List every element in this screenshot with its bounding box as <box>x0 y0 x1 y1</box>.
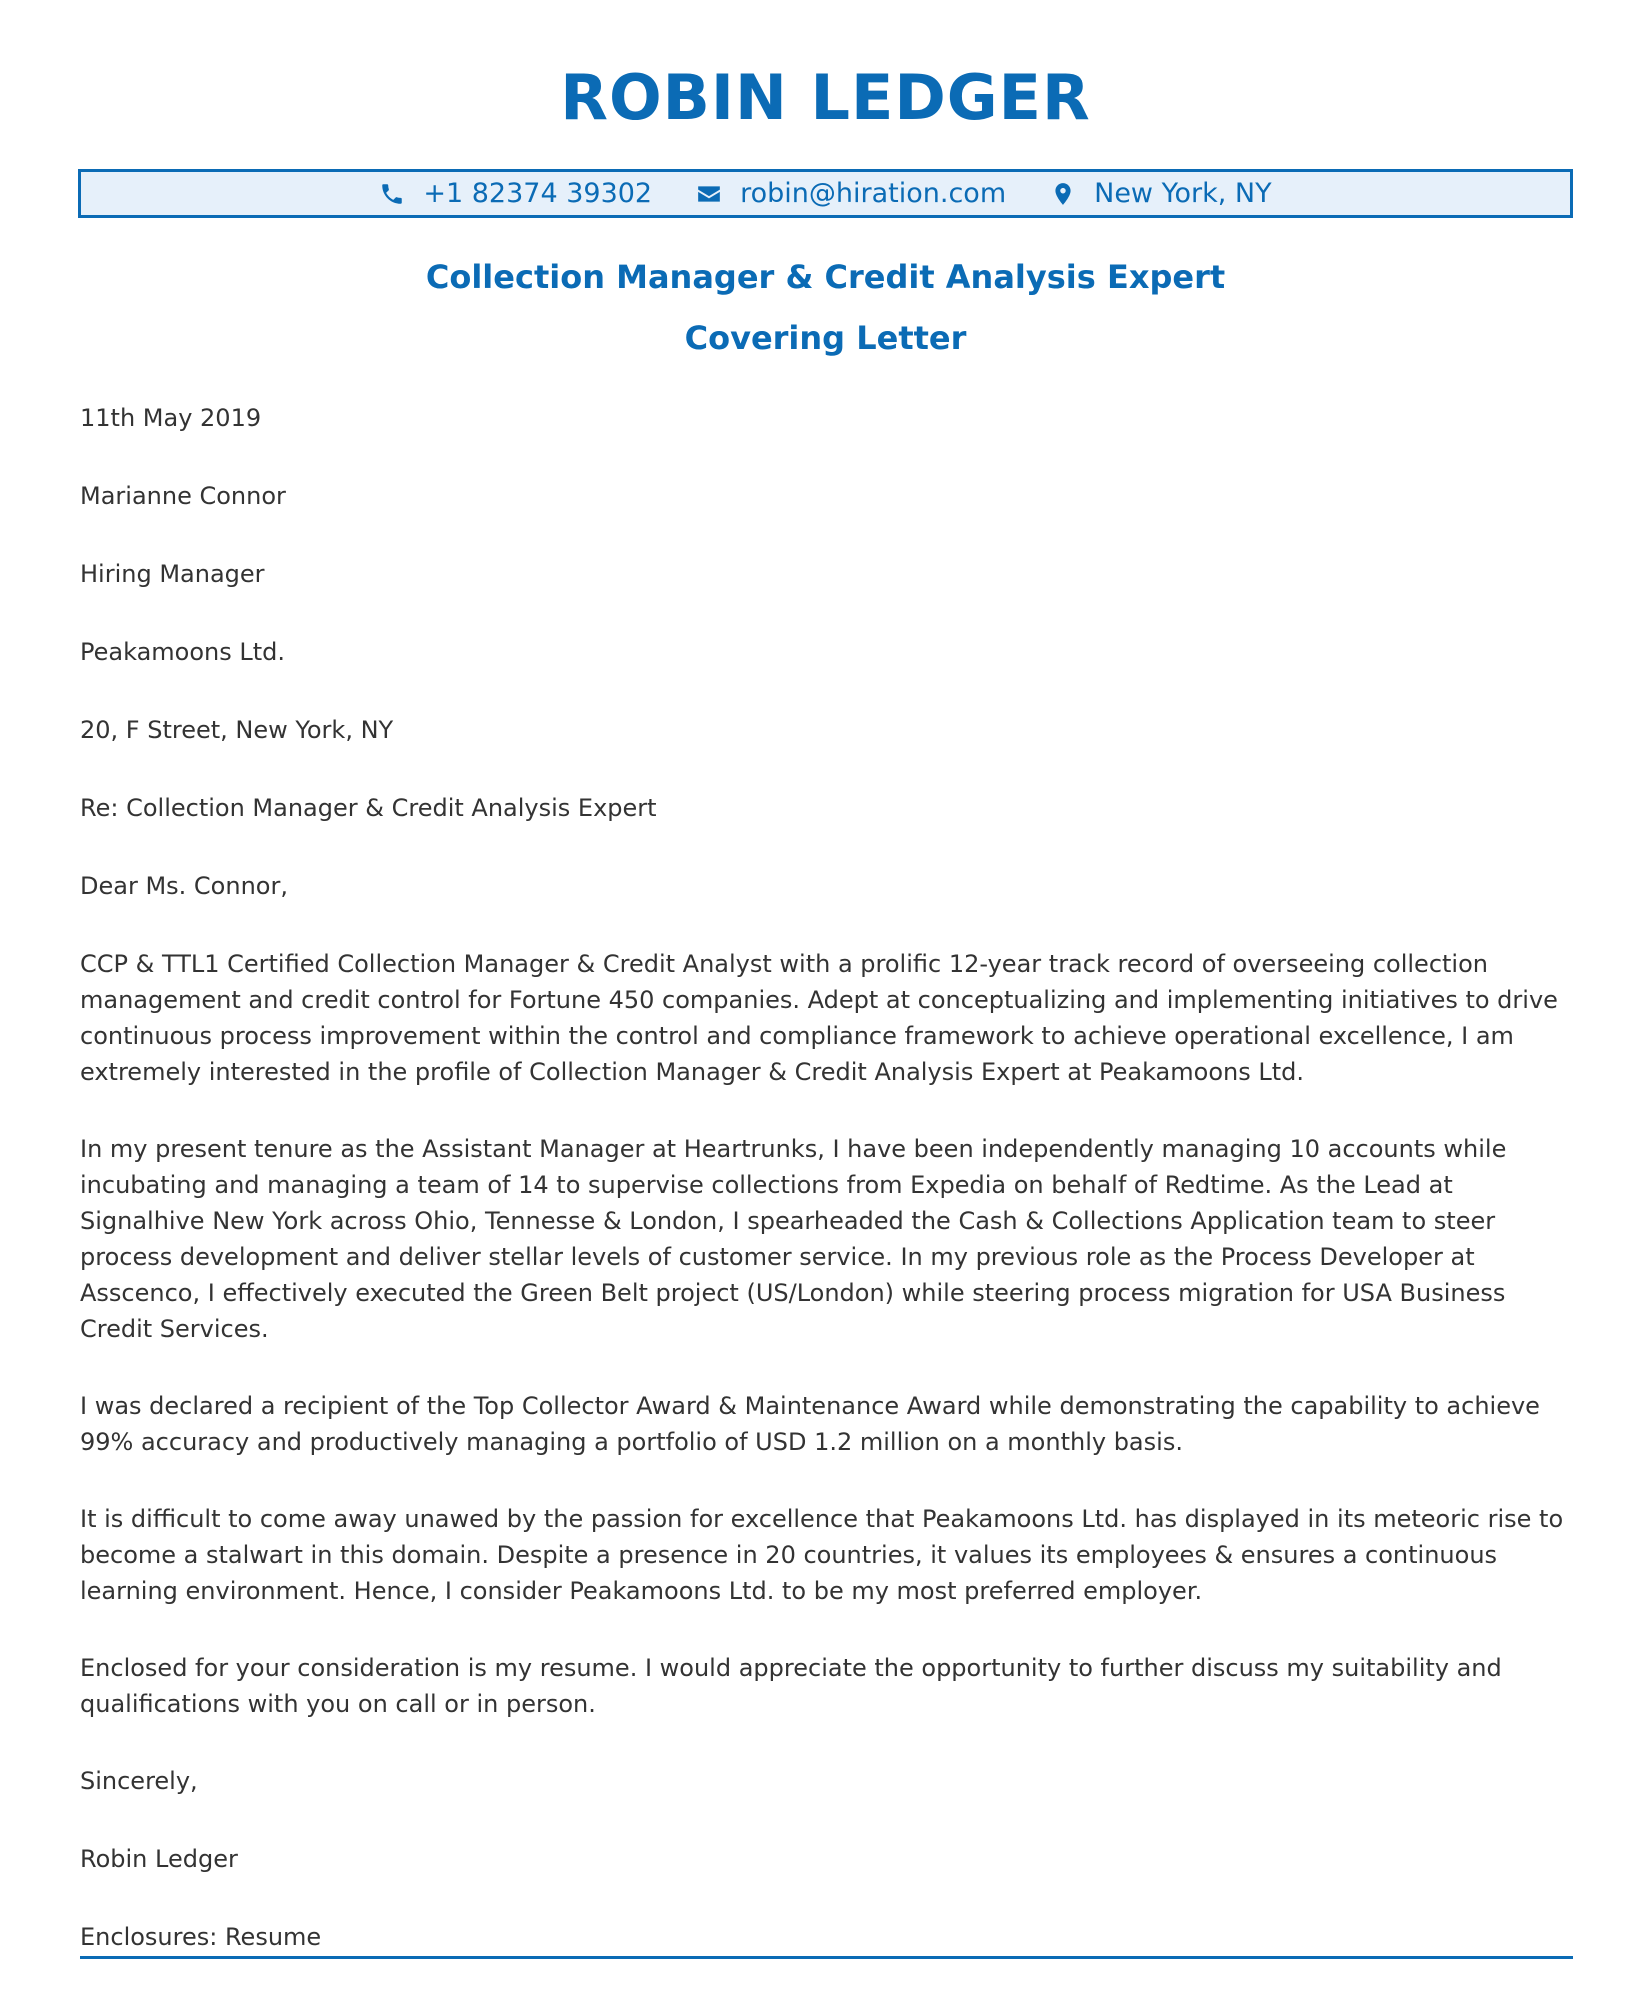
document-type-heading: Covering Letter <box>684 319 967 357</box>
applicant-name: ROBIN LEDGER <box>560 61 1091 134</box>
letter-enclosures: Enclosures: Resume <box>80 1923 322 1951</box>
contact-email <box>696 178 1006 209</box>
letter-paragraph: In my present tenure as the Assistant Manager at Heartrunks, I have been independently managing 10 accounts while incubating and managing a team of 14 to supervise collections from Expedia on behalf of Redtime. As the Lead at Signalhive New York across Ohio, Tennesse & London, I spearheaded the Cash & Collections Application team to steer process development and deliver stellar levels of customer service. In my previous role as the Process Developer at Asscenco, I effectively executed the Green Belt project (US/London) while steering process migration for USA Business Credit Services. <box>80 1135 1507 1343</box>
letter-paragraph: It is difficult to come away unawed by the passion for excellence that Peakamoons Ltd. has displayed in its meteoric rise to become a stalwart in this domain. Despite a presence in 20 countries, it values its employees & ensures a continuous learning environment. Hence, I consider Peakamoons Ltd. to be my most preferred employer. <box>80 1505 1564 1605</box>
location-text: New York, NY <box>1094 178 1272 209</box>
letter-paragraph: CCP & TTL1 Certified Collection Manager & Credit Analyst with a prolific 12-year track record of overseeing collection management and credit control for Fortune 450 companies. Adept at conceptualizing and implementing initiatives to drive continuous process improvement within the control and compliance framework to achieve operational excellence, I am extremely interested in the profile of Collection Manager & Credit Analysis Expert at Peakamoons Ltd. <box>80 950 1558 1086</box>
envelope-icon <box>696 181 722 207</box>
contact-location <box>1050 178 1272 209</box>
contact-phone <box>379 178 652 209</box>
recipient-title: Hiring Manager <box>80 560 265 588</box>
letter-paragraph: Enclosed for your consideration is my resume. I would appreciate the opportunity to further discuss my suitability and qualifications with you on call or in person. <box>80 1654 1502 1718</box>
letter-salutation: Dear Ms. Connor, <box>80 872 288 900</box>
job-title-heading: Collection Manager & Credit Analysis Expert <box>425 258 1226 296</box>
letter-date: 11th May 2019 <box>80 404 262 432</box>
letter-closing: Sincerely, <box>80 1767 198 1795</box>
letter-subject: Re: Collection Manager & Credit Analysis Expert <box>80 794 657 822</box>
contact-bar <box>78 169 1573 218</box>
phone-number[interactable]: +1 82374 39302 <box>423 178 653 209</box>
letter-body <box>80 400 1580 1997</box>
letter-paragraph: I was declared a recipient of the Top Collector Award & Maintenance Award while demonstrating the capability to achieve 99% accuracy and productively managing a portfolio of USD 1.2 million on a monthly basis. <box>80 1392 1540 1456</box>
recipient-address: 20, F Street, New York, NY <box>80 716 394 744</box>
map-pin-icon <box>1050 181 1076 207</box>
recipient-company: Peakamoons Ltd. <box>80 638 286 666</box>
phone-icon <box>379 181 405 207</box>
email-address[interactable]: robin@hiration.com <box>740 178 1007 209</box>
letter-signature: Robin Ledger <box>80 1845 238 1873</box>
recipient-name: Marianne Connor <box>80 482 286 510</box>
bottom-divider <box>80 1956 1573 1959</box>
